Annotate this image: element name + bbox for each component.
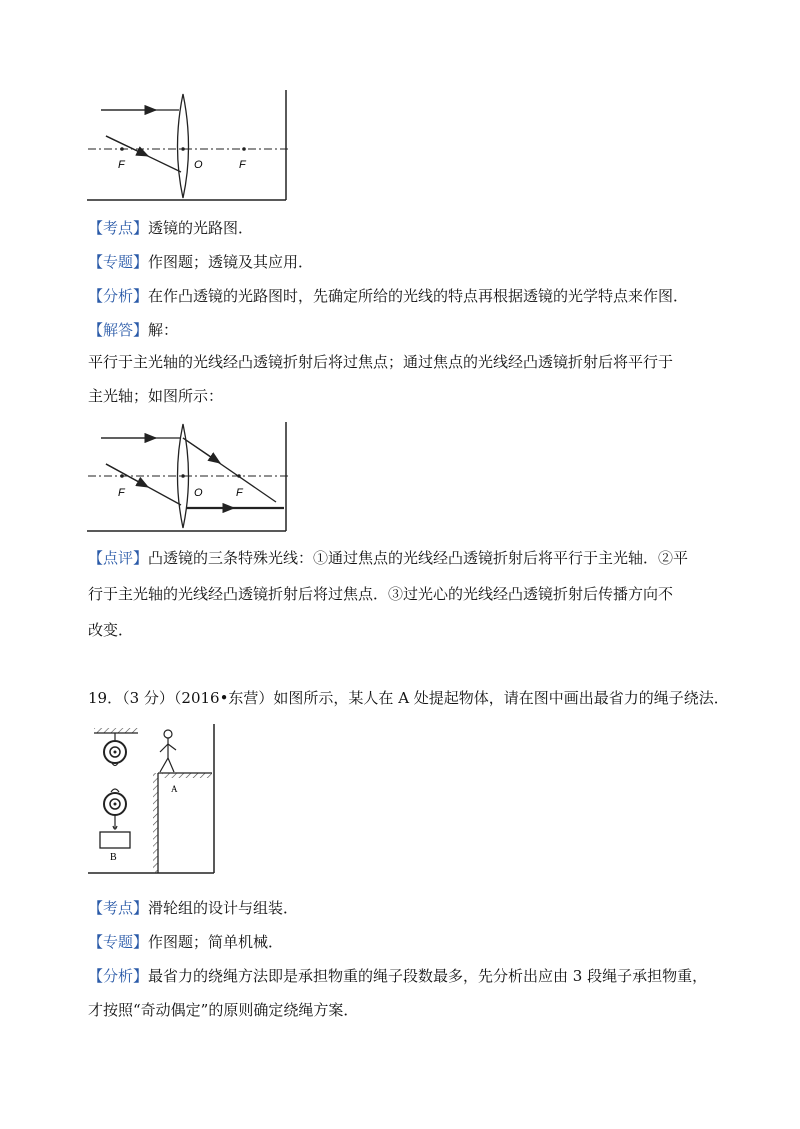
jieda-line bbox=[88, 320, 178, 340]
jieda-line-1: 平行于主光轴的光线经凸透镜折射后将过焦点；通过焦点的光线经凸透镜折射后将平行于 bbox=[88, 353, 674, 371]
fenxi-text-2: 最省力的绕绳方法即是承担物重的绳子段数最多，先分析出应由 3 段绳子承担物重， bbox=[148, 967, 708, 985]
focus-label-right: F bbox=[239, 159, 246, 171]
dianping-line-3: 改变． bbox=[88, 621, 134, 639]
dianping-tag: 【点评】 bbox=[88, 549, 149, 567]
optical-center-label: O bbox=[194, 487, 203, 499]
optical-center-label: O bbox=[194, 159, 203, 171]
lens-diagram-1 bbox=[86, 88, 290, 202]
fenxi-tag: 【分析】 bbox=[88, 287, 149, 305]
zhuanti-line bbox=[88, 252, 313, 272]
fenxi-line-2b: 才按照“奇动偶定”的原则确定绕绳方案． bbox=[88, 1001, 359, 1019]
kaodian-tag: 【考点】 bbox=[88, 219, 149, 237]
jieda-text: 解： bbox=[148, 321, 179, 339]
zhuanti-text: 作图题；透镜及其应用． bbox=[148, 253, 314, 271]
fenxi-text: 在作凸透镜的光路图时，先确定所给的光线的特点再根据透镜的光学特点来作图． bbox=[148, 287, 689, 305]
kaodian-tag-2: 【考点】 bbox=[88, 899, 149, 917]
question-19: 19．（3 分）（2016•东营）如图所示，某人在 A 处提起物体，请在图中画出最省力的绳子绕法． bbox=[88, 689, 729, 707]
dianping-line-1 bbox=[88, 548, 688, 568]
fenxi-line bbox=[88, 286, 688, 306]
kaodian-text-2: 滑轮组的设计与组装． bbox=[148, 899, 299, 917]
zhuanti-text-2: 作图题；简单机械． bbox=[148, 933, 284, 951]
kaodian-text: 透镜的光路图． bbox=[148, 219, 254, 237]
jieda-line-2: 主光轴；如图所示： bbox=[88, 387, 224, 405]
focus-label-left: F bbox=[118, 159, 125, 171]
kaodian-line bbox=[88, 218, 253, 238]
point-label-a: A bbox=[171, 784, 178, 794]
lens-diagram-2 bbox=[86, 420, 290, 534]
zhuanti-line-2 bbox=[88, 932, 283, 952]
fenxi-tag-2: 【分析】 bbox=[88, 967, 149, 985]
focus-label-right: F bbox=[236, 487, 243, 499]
jieda-tag: 【解答】 bbox=[88, 321, 149, 339]
dianping-line-2: 行于主光轴的光线经凸透镜折射后将过焦点．③过光心的光线经凸透镜折射后传播方向不 bbox=[88, 585, 674, 603]
zhuanti-tag-2: 【专题】 bbox=[88, 933, 149, 951]
focus-label-left: F bbox=[118, 487, 125, 499]
weight-label-b: B bbox=[110, 852, 117, 863]
fenxi-line-2 bbox=[88, 966, 707, 986]
pulley-diagram bbox=[86, 722, 218, 876]
kaodian-line-2 bbox=[88, 898, 298, 918]
dianping-text-1: 凸透镜的三条特殊光线：①通过焦点的光线经凸透镜折射后将平行于主光轴．②平 bbox=[148, 549, 689, 567]
zhuanti-tag: 【专题】 bbox=[88, 253, 149, 271]
